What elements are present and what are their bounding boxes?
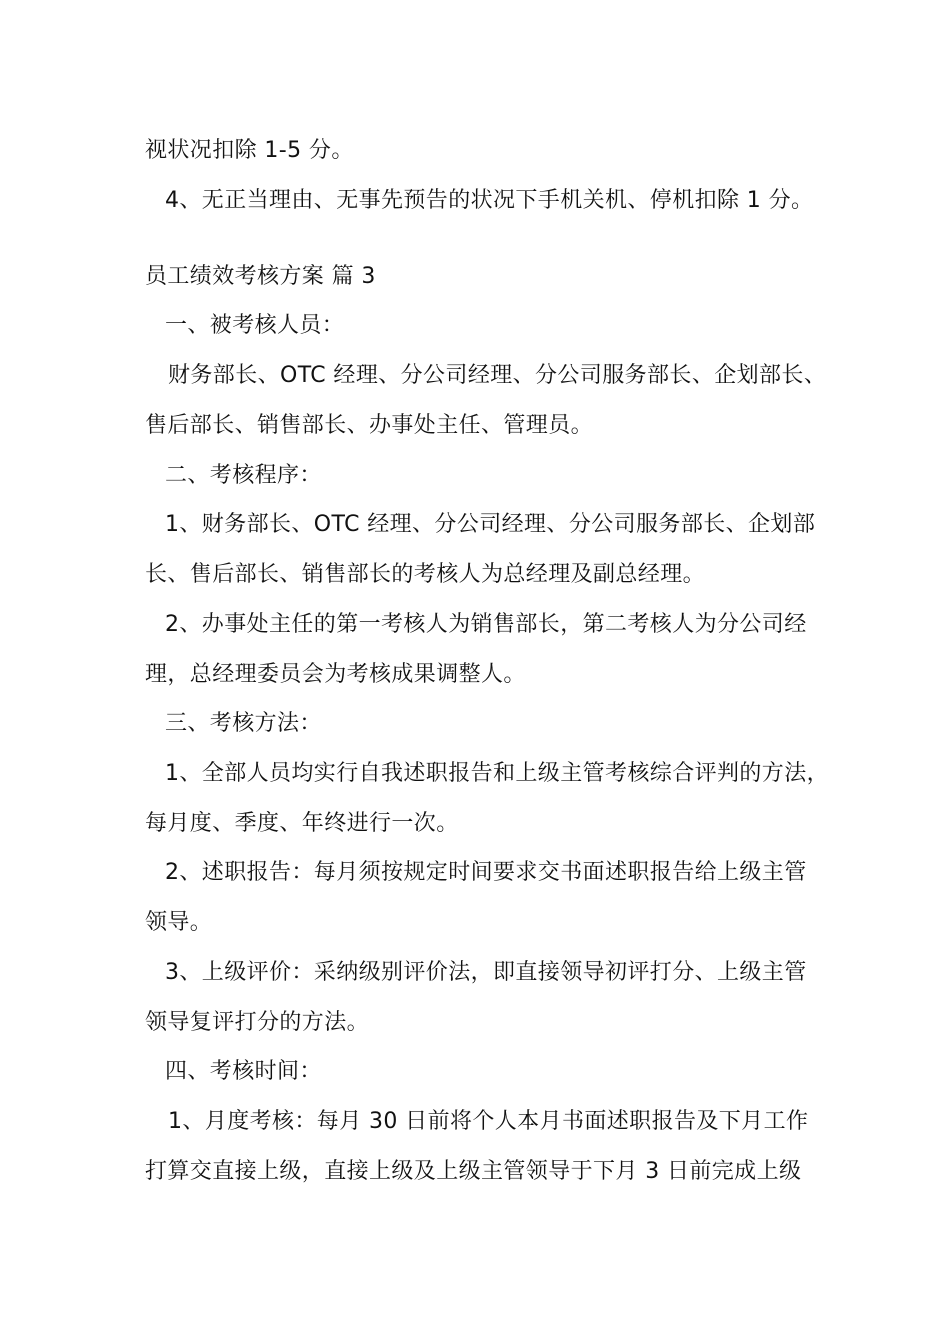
heading-method: 三、考核方法： bbox=[165, 711, 322, 736]
text-line-8: 1、财务部长、OTC 经理、分公司经理、分公司服务部长、企划部 bbox=[165, 512, 816, 537]
text-line-16: 领导。 bbox=[145, 910, 213, 935]
text-line-9: 长、售后部长、销售部长的考核人为总经理及副总经理。 bbox=[145, 562, 706, 587]
text-line-15: 2、述职报告：每月须按规定时间要求交书面述职报告给上级主管 bbox=[165, 860, 807, 885]
text-line-20: 1、月度考核：每月 30 日前将个人本月书面述职报告及下月工作 bbox=[168, 1109, 809, 1134]
heading-procedure: 二、考核程序： bbox=[165, 463, 322, 488]
text-line-14: 每月度、季度、年终进行一次。 bbox=[145, 811, 459, 836]
text-line-2: 4、无正当理由、无事先预告的状况下手机关机、停机扣除 1 分。 bbox=[165, 188, 814, 213]
text-line-6: 售后部长、销售部长、办事处主任、管理员。 bbox=[145, 413, 594, 438]
text-line-21: 打算交直接上级，直接上级及上级主管领导于下月 3 日前完成上级 bbox=[145, 1159, 802, 1184]
text-line-5: 财务部长、OTC 经理、分公司经理、分公司服务部长、企划部长、 bbox=[168, 363, 827, 388]
text-line-18: 领导复评打分的方法。 bbox=[145, 1010, 370, 1035]
text-line-17: 3、上级评价：采纳级别评价法，即直接领导初评打分、上级主管 bbox=[165, 960, 807, 985]
heading-assessed-staff: 一、被考核人员： bbox=[165, 313, 345, 338]
text-line-13: 1、全部人员均实行自我述职报告和上级主管考核综合评判的方法， bbox=[165, 761, 829, 786]
section-title: 员工绩效考核方案 篇 3 bbox=[145, 264, 376, 289]
heading-time: 四、考核时间： bbox=[165, 1059, 322, 1084]
text-line-1: 视状况扣除 1-5 分。 bbox=[145, 138, 354, 163]
text-line-10: 2、办事处主任的第一考核人为销售部长，第二考核人为分公司经 bbox=[165, 612, 807, 637]
text-line-11: 理，总经理委员会为考核成果调整人。 bbox=[145, 662, 526, 687]
